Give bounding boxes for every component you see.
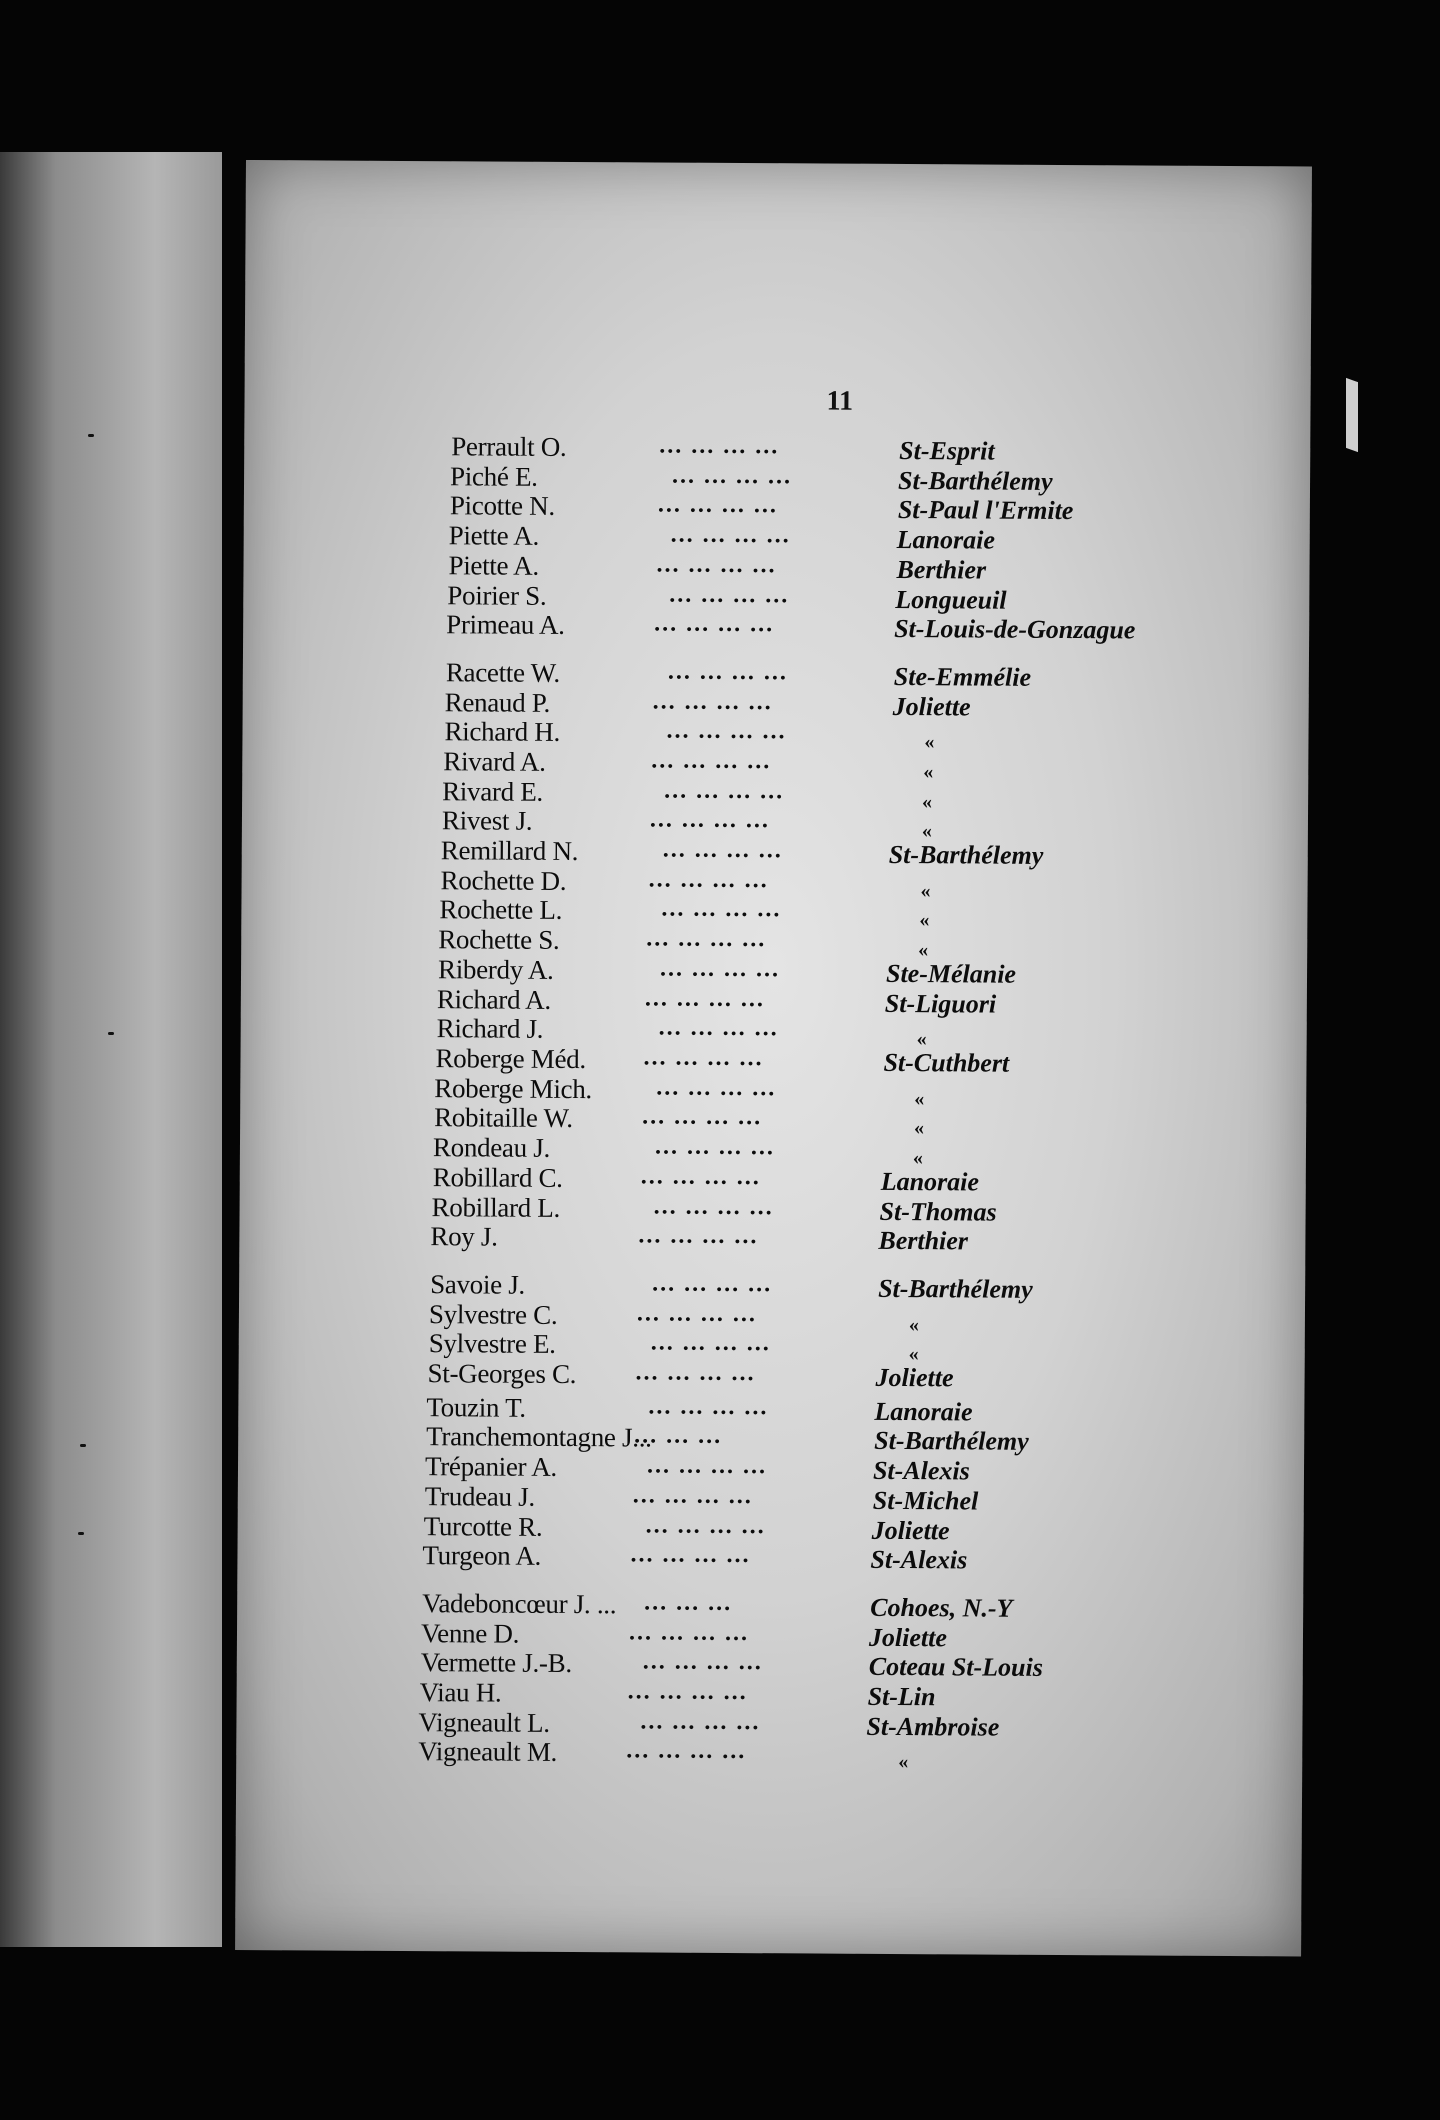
list-entry <box>438 954 1258 989</box>
entry-place: « <box>898 1751 909 1774</box>
list-entry <box>439 894 1259 932</box>
leader-dots: ... ... ... ... <box>672 462 793 490</box>
entry-place: « <box>914 1117 925 1140</box>
leader-dots: ... ... ... ... <box>652 1270 773 1298</box>
entry-name: Piette A. <box>448 520 540 551</box>
entry-place: St-Michel <box>872 1485 979 1516</box>
entry-place: « <box>908 1314 919 1337</box>
entry-name: Remillard N. <box>440 835 579 867</box>
entry-name: Rivard E. <box>442 776 544 807</box>
leader-dots: ... ... ... ... <box>646 925 767 953</box>
entry-place: Berthier <box>878 1225 969 1256</box>
list-entry <box>418 1736 1238 1774</box>
entry-name: Vadeboncœur J. ... <box>422 1588 617 1620</box>
entry-place: Ste-Mélanie <box>885 958 1017 989</box>
entry-place: Lanoraie <box>874 1396 973 1427</box>
name-place-list <box>244 430 1310 1774</box>
entry-name: Roberge Mich. <box>434 1073 593 1105</box>
list-entry <box>432 1132 1253 1170</box>
entry-place: Coteau St-Louis <box>868 1651 1043 1682</box>
list-entry <box>426 1421 1246 1456</box>
entry-place: Longueuil <box>895 584 1007 615</box>
entry-place: « <box>924 731 935 754</box>
leader-dots: ... ... ... ... <box>642 1648 763 1676</box>
entry-place: St-Paul l'Ermite <box>897 494 1074 526</box>
entry-name: Riberdy A. <box>437 954 554 985</box>
leader-dots: ... ... ... ... <box>656 1074 777 1102</box>
leader-dots: ... ... ... ... <box>669 581 790 609</box>
leader-dots: ... ... ... ... <box>646 1452 768 1480</box>
leader-dots: ... ... ... <box>644 1589 733 1616</box>
list-entry <box>435 1043 1255 1078</box>
entry-place: St-Liguori <box>884 988 997 1019</box>
entry-name: Vermette J.-B. <box>420 1647 572 1679</box>
list-entry <box>450 490 1270 525</box>
list-entry <box>438 924 1258 962</box>
entry-name: Rondeau J. <box>432 1132 551 1163</box>
entry-place: St-Alexis <box>872 1455 970 1486</box>
entry-place: « <box>921 820 932 843</box>
entry-place: St-Lin <box>867 1681 936 1712</box>
entry-place: « <box>920 880 931 903</box>
leader-dots: ... ... ... ... <box>632 1482 753 1510</box>
entry-name: Viau H. <box>419 1677 502 1708</box>
leader-dots: ... ... ... ... <box>644 985 765 1013</box>
entry-name: Rivard A. <box>443 746 546 777</box>
entry-name: Richard J. <box>436 1013 544 1044</box>
document-page <box>235 160 1312 1956</box>
entry-place: St-Thomas <box>879 1196 997 1227</box>
list-entry <box>433 1162 1253 1197</box>
leader-dots: ... ... ... ... <box>630 1541 751 1569</box>
leader-dots: ... ... ... ... <box>638 1222 759 1250</box>
entry-name: Richard A. <box>436 984 551 1015</box>
entry-place: Lanoraie <box>896 524 996 555</box>
entry-name: Rivest J. <box>441 805 533 836</box>
entry-place: St-Alexis <box>870 1544 968 1575</box>
entry-name: Savoie J. <box>430 1269 526 1300</box>
list-entry <box>441 805 1262 843</box>
ink-speck <box>88 434 94 437</box>
entry-name: Richard H. <box>444 716 561 747</box>
list-entry <box>441 835 1261 870</box>
entry-place: « <box>916 1028 927 1051</box>
entry-name: Trudeau J. <box>424 1481 535 1512</box>
entry-name: Rochette S. <box>438 924 560 955</box>
leader-dots: ... ... ... ... <box>648 866 769 894</box>
entry-name: Venne D. <box>420 1618 520 1649</box>
entry-name: Turcotte R. <box>423 1511 543 1542</box>
leader-dots: ... ... ... ... <box>653 1193 774 1221</box>
list-entry <box>421 1647 1241 1682</box>
entry-place: Berthier <box>896 554 987 585</box>
entry-place: Joliette <box>892 691 971 722</box>
entry-name: Robitaille W. <box>434 1102 573 1134</box>
leader-dots: ... ... ... ... <box>654 1133 776 1161</box>
list-entry <box>430 1269 1250 1304</box>
leader-dots: ... ... ... ... <box>652 688 773 716</box>
entry-place: St-Barthélemy <box>897 465 1053 496</box>
leader-dots: ... ... ... ... <box>650 1329 771 1357</box>
entry-name: Sylvestre E. <box>428 1328 556 1359</box>
page-edge-mark <box>1346 378 1358 452</box>
entry-name: Rochette L. <box>439 894 563 925</box>
leader-dots: ... ... ... ... <box>640 1163 761 1191</box>
entry-place: « <box>918 939 929 962</box>
list-entry <box>430 1221 1250 1256</box>
leader-dots: ... ... ... ... <box>648 1393 769 1421</box>
entry-place: « <box>923 761 934 784</box>
entry-place: « <box>912 1147 923 1170</box>
leader-dots: ... ... ... ... <box>662 836 783 864</box>
leader-dots: ... ... ... ... <box>658 1014 779 1042</box>
entry-place: St-Louis-de-Gonzague <box>894 613 1136 645</box>
entry-place: Joliette <box>871 1515 950 1546</box>
entry-place: St-Barthélemy <box>888 839 1044 870</box>
ink-speck <box>80 1444 86 1447</box>
leader-dots: ... ... ... ... <box>659 432 780 460</box>
leader-dots: ... ... ... ... <box>654 610 775 638</box>
entry-place: Joliette <box>868 1622 948 1653</box>
entry-name: Robillard L. <box>431 1192 561 1223</box>
entry-place: St-Cuthbert <box>883 1047 1010 1078</box>
entry-name: Primeau A. <box>446 609 565 640</box>
entry-name: Vigneault M. <box>418 1736 558 1767</box>
entry-place: St-Barthélemy <box>874 1425 1029 1456</box>
entry-name: Racette W. <box>445 657 560 688</box>
entry-place: « <box>922 791 933 814</box>
entry-place: St-Barthélemy <box>878 1273 1033 1304</box>
entry-place: « <box>914 1088 925 1111</box>
entry-place: Ste-Emmélie <box>893 661 1032 692</box>
entry-name: Piché E. <box>449 461 538 492</box>
leader-dots: ... ... ... <box>634 1422 723 1449</box>
leader-dots: ... ... ... ... <box>667 658 788 686</box>
entry-place: St-Esprit <box>899 435 995 466</box>
entry-name: Roberge Méd. <box>435 1043 586 1075</box>
list-entry <box>428 1358 1248 1393</box>
leader-dots: ... ... ... ... <box>657 491 778 519</box>
entry-name: St-Georges C. <box>427 1358 577 1390</box>
list-entry <box>444 716 1264 754</box>
leader-dots: ... ... ... ... <box>661 895 782 923</box>
leader-dots: ... ... ... ... <box>626 1737 747 1765</box>
entry-name: Trépanier A. <box>424 1451 558 1482</box>
entry-place: Joliette <box>875 1362 954 1393</box>
entry-place: Cohoes, N.-Y <box>870 1592 1013 1623</box>
entry-name: Vigneault L. <box>418 1707 550 1738</box>
entry-name: Rochette D. <box>440 865 567 896</box>
leader-dots: ... ... ... ... <box>664 777 785 805</box>
leader-dots: ... ... ... ... <box>649 806 771 834</box>
entry-name: Renaud P. <box>444 687 551 718</box>
entry-place: « <box>908 1343 919 1366</box>
leader-dots: ... ... ... ... <box>659 955 781 983</box>
leader-dots: ... ... ... ... <box>666 717 787 745</box>
entry-name: Robillard C. <box>432 1162 563 1193</box>
list-entry <box>446 609 1266 644</box>
entry-name: Piette A. <box>448 550 539 581</box>
entry-place: « <box>919 909 930 932</box>
entry-name: Poirier S. <box>447 580 547 611</box>
entry-name: Roy J. <box>430 1221 498 1252</box>
entry-name: Picotte N. <box>449 490 555 521</box>
leader-dots: ... ... ... ... <box>628 1619 750 1647</box>
leader-dots: ... ... ... ... <box>635 1359 756 1387</box>
entry-place: Lanoraie <box>880 1166 980 1197</box>
leader-dots: ... ... ... ... <box>642 1103 763 1131</box>
entry-name: Perrault O. <box>451 431 567 462</box>
leader-dots: ... ... ... ... <box>636 1300 758 1328</box>
ink-speck <box>108 1032 114 1035</box>
ink-speck <box>78 1532 84 1535</box>
leader-dots: ... ... ... ... <box>670 521 791 549</box>
left-facing-page <box>0 152 222 1947</box>
entry-name: Sylvestre C. <box>428 1299 558 1330</box>
list-entry <box>422 1540 1242 1575</box>
entry-name: Touzin T. <box>426 1392 526 1423</box>
leader-dots: ... ... ... ... <box>656 551 777 579</box>
entry-name: Tranchemontagne J... <box>426 1421 652 1453</box>
leader-dots: ... ... ... ... <box>645 1512 766 1540</box>
leader-dots: ... ... ... ... <box>651 747 772 775</box>
entry-place: St-Ambroise <box>866 1711 1000 1742</box>
entry-name: Turgeon A. <box>422 1540 542 1571</box>
page-number: 11 <box>826 385 854 417</box>
leader-dots: ... ... ... ... <box>643 1044 764 1072</box>
leader-dots: ... ... ... ... <box>627 1678 748 1706</box>
leader-dots: ... ... ... ... <box>640 1708 761 1736</box>
